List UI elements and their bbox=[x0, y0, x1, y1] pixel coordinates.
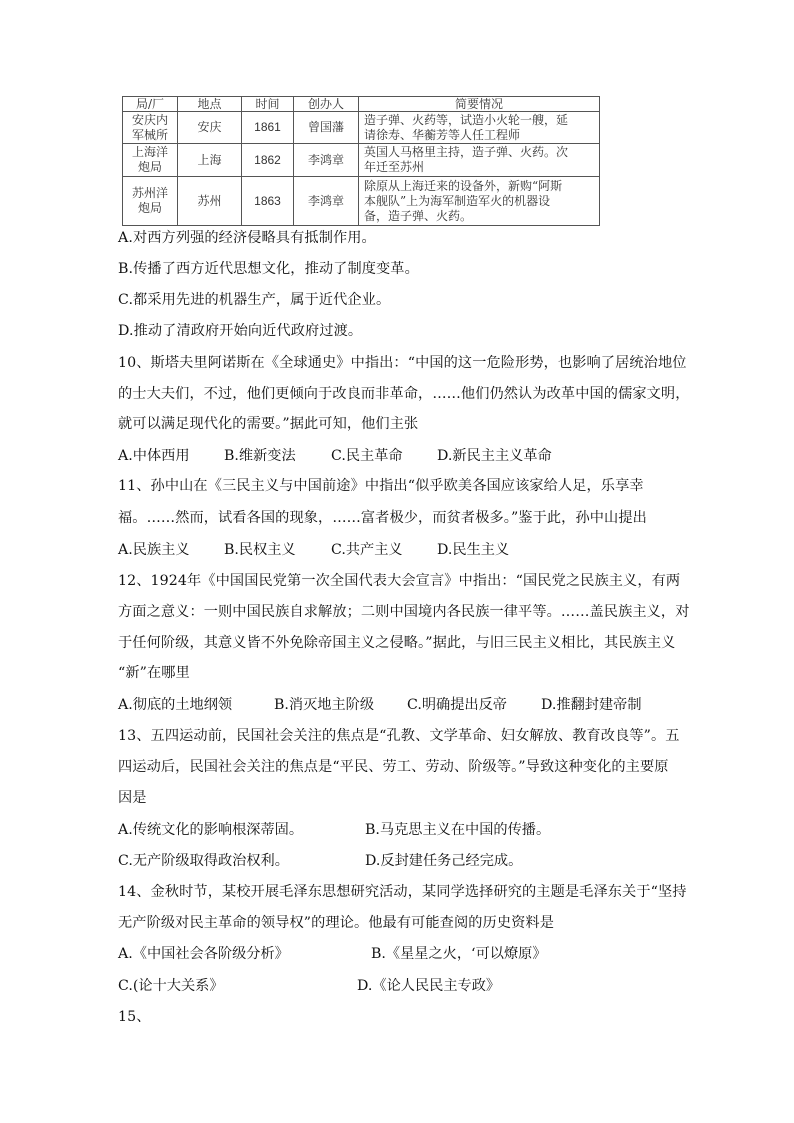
table-cell-year: 1862 bbox=[242, 144, 294, 177]
q14-stem-line: 无产阶级对民主革命的领导权”的理论。他最有可能查阅的历史资料是 bbox=[118, 915, 554, 931]
q10-option-b[interactable]: B.维新变法 bbox=[224, 448, 296, 464]
table-header-cell: 地点 bbox=[178, 97, 242, 112]
q11-option-a[interactable]: A.民族主义 bbox=[118, 542, 190, 558]
table-cell-name: 安庆内 军械所 bbox=[123, 112, 178, 144]
q13-stem-line: 13、五四运动前，民国社会关注的焦点是“孔教、文学革命、妇女解放、教育改良等”。五 bbox=[118, 728, 680, 744]
q14-option-c[interactable]: C.(论十大关系》 bbox=[118, 978, 224, 994]
table-cell-year: 1861 bbox=[242, 112, 294, 144]
table-cell-desc: 除原从上海迁来的设备外，新购“阿斯 本舰队”上为海军制造军火的机器设 备，造子弹、火药。 bbox=[359, 177, 600, 226]
arsenal-table bbox=[122, 96, 600, 226]
q13-stem-line: 四运动后，民国社会关注的焦点是“平民、劳工、劳动、阶级等。”导致这种变化的主要原 bbox=[118, 759, 669, 775]
q9-option-b[interactable]: B.传播了西方近代思想文化，推动了制度变革。 bbox=[118, 261, 419, 277]
q9-option-c[interactable]: C.都采用先进的机器生产，属于近代企业。 bbox=[118, 292, 391, 308]
table-cell-name: 苏州洋 炮局 bbox=[123, 177, 178, 226]
table-row bbox=[123, 112, 600, 144]
q13-option-c[interactable]: C.无产阶级取得政治权利。 bbox=[118, 853, 289, 869]
q10-option-d[interactable]: D.新民主主义革命 bbox=[437, 448, 552, 464]
table-row bbox=[123, 177, 600, 226]
table-header-cell: 时间 bbox=[242, 97, 294, 112]
q11-option-b[interactable]: B.民权主义 bbox=[224, 542, 296, 558]
table-header-cell: 创办人 bbox=[294, 97, 359, 112]
table-cell-founder: 李鸿章 bbox=[294, 177, 359, 226]
table-cell-founder: 曾国藩 bbox=[294, 112, 359, 144]
table-cell-founder: 李鸿章 bbox=[294, 144, 359, 177]
q12-option-d[interactable]: D.推翻封建帝制 bbox=[541, 697, 642, 713]
q11-stem-line: 11、孙中山在《三民主义与中国前途》中指出“似乎欧美各国应该家给人足，乐享幸 bbox=[118, 478, 644, 494]
q12-stem-line: 方面之意义：一则中国民族自求解放；二则中国境内各民族一律平等。……盖民族主义，对 bbox=[118, 604, 690, 620]
q10-stem-line: 10、斯塔夫里阿诺斯在《全球通史》中指出：“中国的这一危险形势，也影响了居统治地位 bbox=[118, 355, 687, 371]
q10-option-c[interactable]: C.民主革命 bbox=[331, 448, 403, 464]
table-cell-name: 上海洋 炮局 bbox=[123, 144, 178, 177]
q15-label: 15、 bbox=[118, 1009, 151, 1025]
q13-option-b[interactable]: B.马克思主义在中国的传播。 bbox=[365, 822, 551, 838]
q11-option-c[interactable]: C.共产主义 bbox=[331, 542, 403, 558]
q12-stem-line: “新”在哪里 bbox=[118, 665, 190, 681]
table-cell-year: 1863 bbox=[242, 177, 294, 226]
q13-stem-line: 因是 bbox=[118, 790, 147, 806]
table-cell-desc: 英国人马格里主持，造子弹、火药。次 年迁至苏州 bbox=[359, 144, 600, 177]
q14-option-a[interactable]: A.《中国社会各阶级分析》 bbox=[118, 946, 289, 962]
q9-option-d[interactable]: D.推动了清政府开始向近代政府过渡。 bbox=[118, 323, 363, 339]
q11-stem-line: 福。……然而，试看各国的现象，……富者极少，而贫者极多。”鉴于此，孙中山提出 bbox=[118, 510, 647, 526]
table-header-row bbox=[123, 97, 600, 112]
q12-option-a[interactable]: A.彻底的土地纲领 bbox=[118, 697, 233, 713]
table-header-cell: 简要情况 bbox=[359, 97, 600, 112]
q11-option-d[interactable]: D.民生主义 bbox=[437, 542, 510, 558]
q10-stem-line: 就可以满足现代化的需要。”据此可知，他们主张 bbox=[118, 416, 419, 432]
table-cell-place: 安庆 bbox=[178, 112, 242, 144]
q13-option-a[interactable]: A.传统文化的影响根深蒂固。 bbox=[118, 822, 304, 838]
table-row bbox=[123, 144, 600, 177]
table-cell-place: 上海 bbox=[178, 144, 242, 177]
table-cell-place: 苏州 bbox=[178, 177, 242, 226]
q13-option-d[interactable]: D.反封建任务己经完成。 bbox=[365, 853, 523, 869]
q10-option-a[interactable]: A.中体西用 bbox=[118, 448, 190, 464]
q12-stem-line: 于任何阶级，其意义皆不外免除帝国主义之侵略。”据此，与旧三民主义相比，其民族主义 bbox=[118, 635, 676, 651]
q12-option-b[interactable]: B.消灭地主阶级 bbox=[274, 697, 375, 713]
q12-stem-line: 12、1924年《中国国民党第一次全国代表大会宣言》中指出：“国民党之民族主义，有两 bbox=[118, 573, 681, 589]
q14-option-b[interactable]: B.《星星之火，‘可以燎原》 bbox=[371, 946, 547, 962]
table-header-cell: 局/厂 bbox=[123, 97, 178, 112]
q14-option-d[interactable]: D.《论人民民主专政》 bbox=[357, 978, 501, 994]
table-cell-desc: 造子弹、火药等，试造小火轮一艘，延 请徐寿、华蘅芳等人任工程师 bbox=[359, 112, 600, 144]
q12-option-c[interactable]: C.明确提出反帝 bbox=[407, 697, 507, 713]
q10-stem-line: 的士大夫们，不过，他们更倾向于改良而非革命，……他们仍然认为改革中国的儒家文明， bbox=[118, 386, 690, 402]
q14-stem-line: 14、金秋时节，某校开展毛泽东思想研究活动，某同学选择研究的主题是毛泽东关于“坚持 bbox=[118, 884, 687, 900]
q9-option-a[interactable]: A.对西方列强的经济侵略具有抵制作用。 bbox=[118, 230, 376, 246]
